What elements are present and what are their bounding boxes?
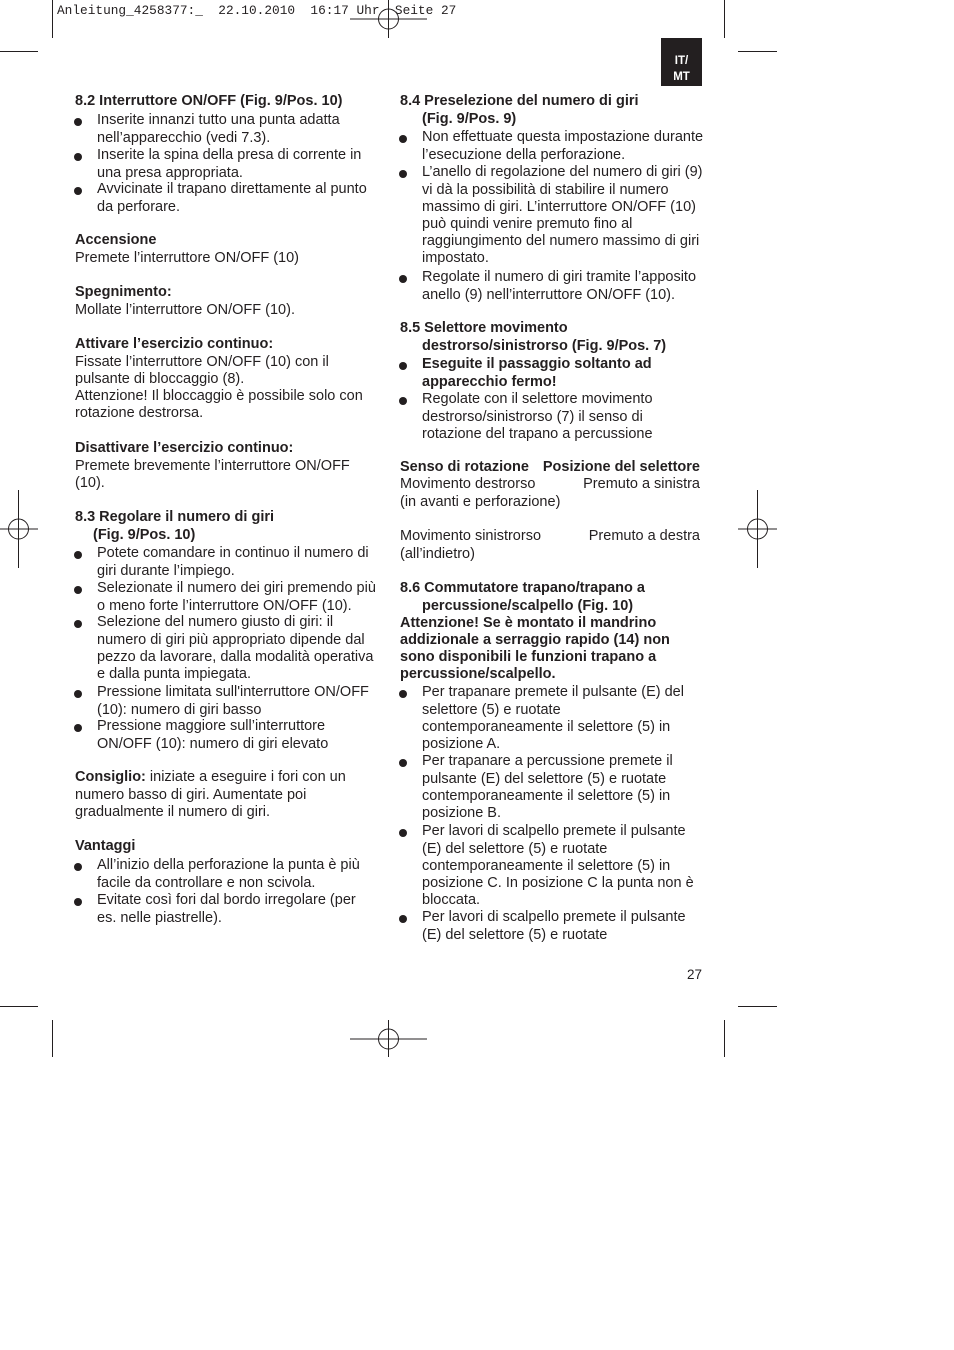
list-item-line: Pressione maggiore sull’interruttore (97, 718, 326, 735)
crop-mark-top-left (0, 0, 53, 52)
registration-mark-right (738, 490, 777, 568)
section-heading: 8.5 Selettore movimento (400, 320, 568, 337)
subheading: Attivare l’esercizio continuo: (75, 336, 274, 353)
table-row (400, 528, 700, 562)
table-cell-position: Premuto a sinistra (583, 476, 700, 493)
bullet-icon (74, 690, 82, 698)
switch-on-paragraph (75, 232, 375, 266)
section-heading-continuation: destrorso/sinistrorso (Fig. 9/Pos. 7) (422, 337, 667, 354)
table-cell-direction: Movimento destrorso (400, 476, 536, 493)
bullet-icon (74, 551, 82, 559)
paragraph-line: Attenzione! Il bloccaggio è possibile solo con (75, 388, 363, 404)
warning-list-item (400, 356, 700, 390)
page-number: 27 (686, 967, 702, 982)
list-item-line: apparecchio fermo! (422, 373, 557, 390)
list-item-line: L’anello di regolazione del numero di giri (9) (422, 164, 703, 181)
list-item (400, 909, 700, 943)
paragraph-line: (10). (75, 474, 105, 491)
table-row (400, 476, 700, 510)
list-item-line: (E) del selettore (5) e ruotate (422, 926, 608, 943)
list-item-line: posizione A. (422, 736, 501, 752)
list-item-line: contemporaneamente il selettore (5) in (422, 787, 671, 804)
section-heading-continuation: (Fig. 9/Pos. 9) (422, 110, 517, 127)
list-item-line: una presa appropriata. (97, 164, 243, 181)
list-item (75, 892, 375, 926)
list-item-line: posizione C. In posizione C la punta non è (422, 875, 694, 891)
section-8-2-heading-block (75, 93, 375, 110)
bullet-icon (74, 586, 82, 594)
list-item-line: o meno forte l’interruttore ON/OFF (10). (97, 597, 352, 614)
registration-mark-top (350, 0, 427, 38)
section-8-4-heading-block (400, 93, 700, 127)
subheading: Accensione (75, 232, 157, 249)
warning-line: sono disponibili le funzioni trapano a (400, 649, 657, 666)
table-cell-position: Premuto a destra (588, 528, 700, 545)
list-item-line: posizione B. (422, 805, 501, 821)
list-item-line: pezzo da lavorare, dalla modalità operativa (97, 648, 374, 665)
list-item (400, 269, 700, 303)
list-item-line: Avvicinate il trapano direttamente al punto (97, 181, 367, 198)
list-item-line: Pressione limitata sull'interruttore ON/OFF (97, 684, 369, 701)
bullet-icon (399, 829, 407, 837)
list-item-line: l’esecuzione della perforazione. (422, 146, 626, 163)
list-item-line: rotazione del trapano a percussione (422, 425, 653, 442)
list-item-line: e dalla punta impiegata. (97, 666, 251, 682)
paragraph-line: rotazione destrorsa. (75, 405, 204, 422)
list-item (400, 684, 700, 753)
warning-line: Attenzione! Se è montato il mandrino (400, 614, 657, 631)
switch-off-paragraph (75, 284, 375, 318)
list-item (75, 857, 375, 891)
tip-label: Consiglio: (75, 769, 146, 786)
list-item-line: Per trapanare a percussione premete il (422, 753, 673, 770)
list-item-line: contemporaneamente il selettore (5) in (422, 718, 671, 735)
list-item (75, 718, 375, 752)
rotation-table-header (400, 459, 700, 476)
list-item-line: Regolate il numero di giri tramite l’apposito (422, 269, 697, 286)
paragraph-line: Fissate l’interruttore ON/OFF (10) con il (75, 353, 329, 370)
bullet-icon (399, 397, 407, 405)
subheading: Vantaggi (75, 838, 136, 855)
list-item-line: da perforare. (97, 198, 181, 215)
warning-line: addizionale a serraggio rapido (14) non (400, 632, 670, 648)
paragraph-line: iniziate a eseguire i fori con un (149, 769, 346, 786)
list-item-line: All’inizio della perforazione la punta è più (97, 857, 360, 874)
list-item-line: numero di giri più appropriato dipende dal (97, 631, 365, 648)
list-item-line: ON/OFF (10): numero di giri elevato (97, 735, 329, 752)
list-item-line: Non effettuate questa impostazione durante (422, 129, 704, 146)
list-item (75, 112, 375, 146)
tip-paragraph (75, 769, 375, 821)
list-item-line: bloccata. (422, 892, 481, 909)
bullet-icon (399, 170, 407, 178)
section-8-5-heading-block (400, 320, 700, 354)
list-item-line: contemporaneamente il selettore (5) in (422, 857, 671, 874)
table-header-direction: Senso di rotazione (400, 459, 529, 476)
bullet-icon (74, 620, 82, 628)
bullet-icon (74, 724, 82, 732)
bullet-icon (399, 690, 407, 698)
bullet-icon (399, 275, 407, 283)
table-cell-direction-note: (in avanti e perforazione) (400, 493, 561, 510)
list-item-line: Per lavori di scalpello premete il pulsante (422, 823, 686, 840)
print-slug: Anleitung_4258377:_ 22.10.2010 16:17 Uhr Seite 27 (57, 3, 457, 18)
section-8-6-heading-block (400, 580, 700, 683)
bullet-icon (74, 187, 82, 195)
list-item-line: Potete comandare in continuo il numero di (97, 545, 369, 562)
list-item-line: Inserite innanzi tutto una punta adatta (97, 112, 340, 129)
registration-mark-left (0, 490, 38, 568)
section-heading-continuation: (Fig. 9/Pos. 10) (93, 526, 196, 543)
list-item (400, 753, 700, 822)
list-item-line: Inserite la spina della presa di corrente in (97, 147, 362, 164)
paragraph-line: gradualmente il numero di giri. (75, 803, 271, 820)
list-item (400, 164, 703, 267)
list-item (75, 580, 375, 614)
list-item (400, 823, 700, 909)
section-heading: 8.4 Preselezione del numero di giri (400, 93, 639, 110)
paragraph-line: Mollate l’interruttore ON/OFF (10). (75, 301, 295, 318)
list-item-line: pulsante (E) del selettore (5) e ruotate (422, 770, 667, 787)
list-item-line: Regolate con il selettore movimento (422, 391, 653, 408)
list-item-line: (10): numero di giri basso (97, 701, 262, 718)
list-item-line: raggiungimento del numero massimo di giri (422, 233, 700, 250)
table-header-position: Posizione del selettore (542, 459, 700, 476)
list-item-line: facile da controllare e non scivola. (97, 874, 316, 891)
list-item (400, 129, 704, 163)
list-item-line: vi dà la possibilità di stabilire il numero (422, 181, 669, 198)
paragraph-line: Premete l’interruttore ON/OFF (10) (75, 249, 299, 266)
continuous-on-paragraph (75, 336, 375, 422)
bullet-icon (399, 362, 407, 370)
language-tab-line1: IT/ (674, 55, 689, 67)
list-item-line: Eseguite il passaggio soltanto ad (422, 356, 652, 373)
section-heading: 8.6 Commutatore trapano/trapano a (400, 580, 645, 597)
list-item-line: destrorso/sinistrorso (7) il senso di (422, 408, 643, 425)
list-item (75, 147, 375, 181)
list-item (75, 684, 375, 718)
language-tab (661, 38, 702, 86)
section-heading: 8.2 Interruttore ON/OFF (Fig. 9/Pos. 10) (75, 93, 343, 110)
table-cell-direction: Movimento sinistrorso (400, 528, 542, 545)
crop-mark-bottom-left (0, 1007, 53, 1058)
list-item (75, 181, 375, 215)
list-item (75, 614, 375, 683)
section-heading-continuation: percussione/scalpello (Fig. 10) (422, 597, 634, 614)
list-item-line: giri durante l’impiego. (97, 562, 235, 579)
list-item-line: anello (9) nell’interruttore ON/OFF (10). (422, 286, 676, 303)
list-item-line: può quindi venire premuto fino al (422, 216, 633, 232)
list-item-line: Selezionate il numero dei giri premendo più (97, 580, 376, 597)
list-item-line: selettore (5) e ruotate (422, 701, 561, 718)
list-item-line: impostato. (422, 250, 489, 267)
bullet-icon (74, 863, 82, 871)
paragraph-line: Premete brevemente l’interruttore ON/OFF (75, 457, 350, 474)
paragraph-line: pulsante di bloccaggio (8). (75, 370, 245, 387)
bullet-icon (399, 915, 407, 923)
list-item-line: Evitate così fori dal bordo irregolare (per (97, 892, 356, 909)
advantages-heading-block (75, 838, 375, 855)
bullet-icon (74, 118, 82, 126)
continuous-off-paragraph (75, 440, 375, 492)
bullet-icon (74, 153, 82, 161)
bullet-icon (399, 135, 407, 143)
list-item-line: es. nelle piastrelle). (97, 909, 222, 926)
warning-line: percussione/scalpello. (400, 666, 556, 683)
bullet-icon (399, 759, 407, 767)
subheading: Spegnimento: (75, 284, 172, 301)
subheading: Disattivare l’esercizio continuo: (75, 440, 294, 457)
bullet-icon (74, 898, 82, 906)
list-item-line: Per lavori di scalpello premete il pulsante (422, 909, 686, 926)
list-item-line: (E) del selettore (5) e ruotate (422, 840, 608, 857)
list-item-line: Selezione del numero giusto di giri: il (97, 614, 334, 631)
list-item (75, 545, 375, 579)
paragraph-line: numero basso di giri. Aumentate poi (75, 786, 307, 803)
registration-mark-bottom (350, 1020, 427, 1057)
language-tab-line2: MT (673, 71, 690, 83)
list-item-line: Per trapanare premete il pulsante (E) del (422, 684, 684, 701)
list-item (400, 391, 700, 443)
crop-mark-top-right (725, 0, 778, 52)
section-8-3-heading-block (75, 509, 375, 543)
table-cell-direction-note: (all’indietro) (400, 545, 475, 562)
list-item-line: nell’apparecchio (vedi 7.3). (97, 129, 271, 146)
list-item-line: massimo di giri. L’interruttore ON/OFF (10) (422, 198, 696, 215)
section-heading: 8.3 Regolare il numero di giri (75, 509, 275, 526)
crop-mark-bottom-right (725, 1007, 778, 1058)
